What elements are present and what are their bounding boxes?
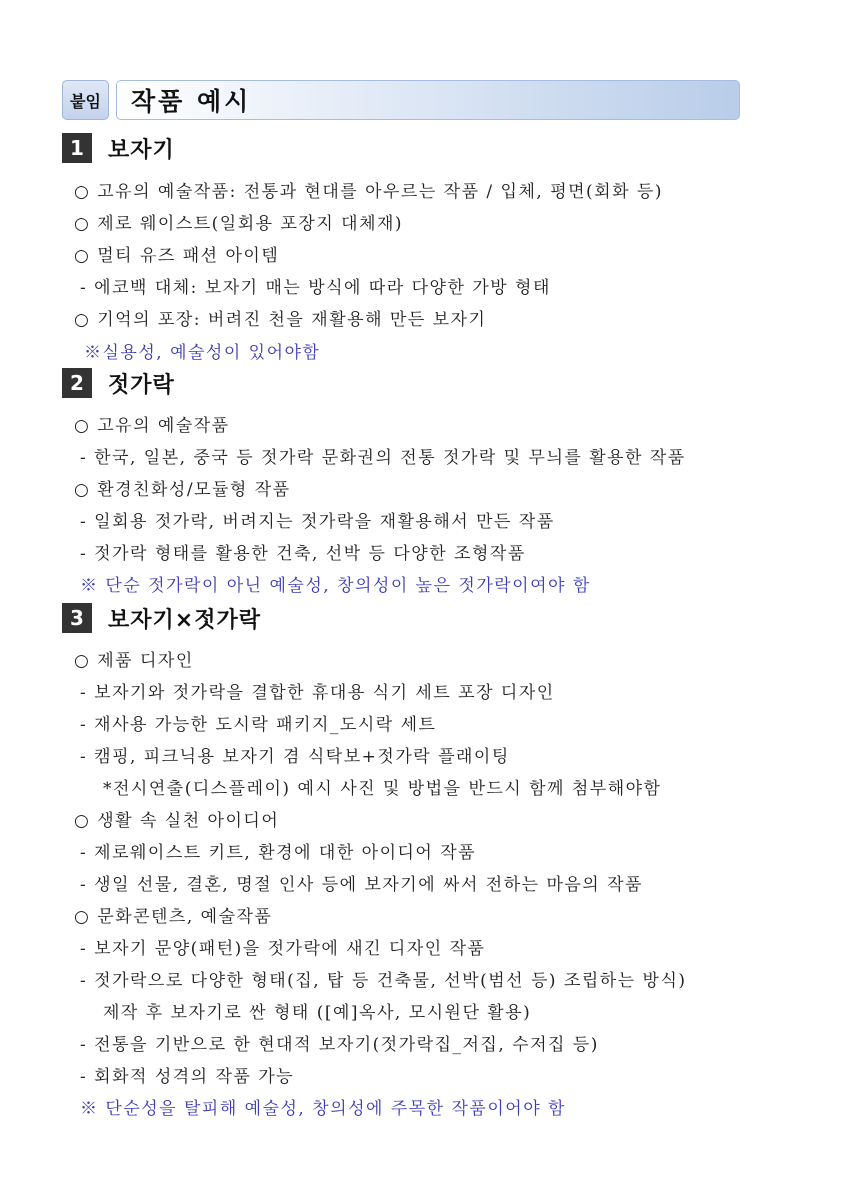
- list-item: - 한국, 일본, 중국 등 젓가락 문화권의 전통 젓가락 및 무늬를 활용한 작품: [80, 448, 686, 468]
- section-2-heading: [62, 368, 175, 398]
- list-item: ○ 환경친화성/모듈형 작품: [74, 480, 291, 500]
- list-item: *전시연출(디스플레이) 예시 사진 및 방법을 반드시 함께 첨부해야함: [103, 779, 662, 799]
- list-item: - 회화적 성격의 작품 가능: [80, 1067, 295, 1087]
- list-item: - 일회용 젓가락, 버려지는 젓가락을 재활용해서 만든 작품: [80, 512, 555, 532]
- list-item: ○ 제품 디자인: [74, 651, 194, 671]
- list-item: - 에코백 대체: 보자기 매는 방식에 따라 다양한 가방 형태: [80, 278, 551, 298]
- list-item: - 젓가락으로 다양한 형태(집, 탑 등 건축물, 선박(범선 등) 조립하는 방식): [80, 971, 687, 991]
- section-number: 2: [62, 368, 92, 398]
- section-3-heading: [62, 603, 261, 633]
- list-item: 제작 후 보자기로 싼 형태 ([예]옥사, 모시원단 활용): [103, 1003, 532, 1023]
- section-number: 1: [62, 133, 92, 163]
- list-item: - 캠핑, 피크닉용 보자기 겸 식탁보+젓가락 플래이팅: [80, 747, 510, 767]
- list-item: ○ 문화콘텐츠, 예술작품: [74, 907, 273, 927]
- note: ※ 단순성을 탈피해 예술성, 창의성에 주목한 작품이어야 함: [80, 1099, 566, 1119]
- list-item: - 제로웨이스트 키트, 환경에 대한 아이디어 작품: [80, 843, 477, 863]
- attachment-badge: 붙임: [62, 80, 109, 120]
- list-item: - 젓가락 형태를 활용한 건축, 선박 등 다양한 조형작품: [80, 544, 526, 564]
- section-title: 보자기×젓가락: [108, 607, 261, 633]
- list-item: ○ 기억의 포장: 버려진 천을 재활용해 만든 보자기: [74, 310, 487, 330]
- note: ※ 단순 젓가락이 아닌 예술성, 창의성이 높은 젓가락이여야 함: [80, 576, 591, 596]
- section-title: 보자기: [108, 137, 175, 163]
- list-item: - 보자기 문양(패턴)을 젓가락에 새긴 디자인 작품: [80, 939, 486, 959]
- page-title: 작품 예시: [116, 80, 740, 120]
- list-item: - 전통을 기반으로 한 현대적 보자기(젓가락집_저집, 수저집 등): [80, 1035, 599, 1055]
- list-item: ○ 멀티 유즈 패션 아이템: [74, 246, 280, 266]
- list-item: ○ 고유의 예술작품: 전통과 현대를 아우르는 작품 / 입체, 평면(회화 등): [74, 182, 663, 202]
- attachment-header: [62, 80, 740, 120]
- list-item: ○ 고유의 예술작품: [74, 416, 230, 436]
- list-item: ○ 생활 속 실천 아이디어: [74, 811, 280, 831]
- section-number: 3: [62, 603, 92, 633]
- section-title: 젓가락: [108, 372, 175, 398]
- list-item: - 재사용 가능한 도시락 패키지_도시락 세트: [80, 715, 437, 735]
- list-item: ○ 제로 웨이스트(일회용 포장지 대체재): [74, 214, 404, 234]
- section-1-heading: [62, 133, 175, 163]
- list-item: - 생일 선물, 결혼, 명절 인사 등에 보자기에 싸서 전하는 마음의 작품: [80, 875, 643, 895]
- note: ※실용성, 예술성이 있어야함: [84, 343, 321, 363]
- list-item: - 보자기와 젓가락을 결합한 휴대용 식기 세트 포장 디자인: [80, 683, 555, 703]
